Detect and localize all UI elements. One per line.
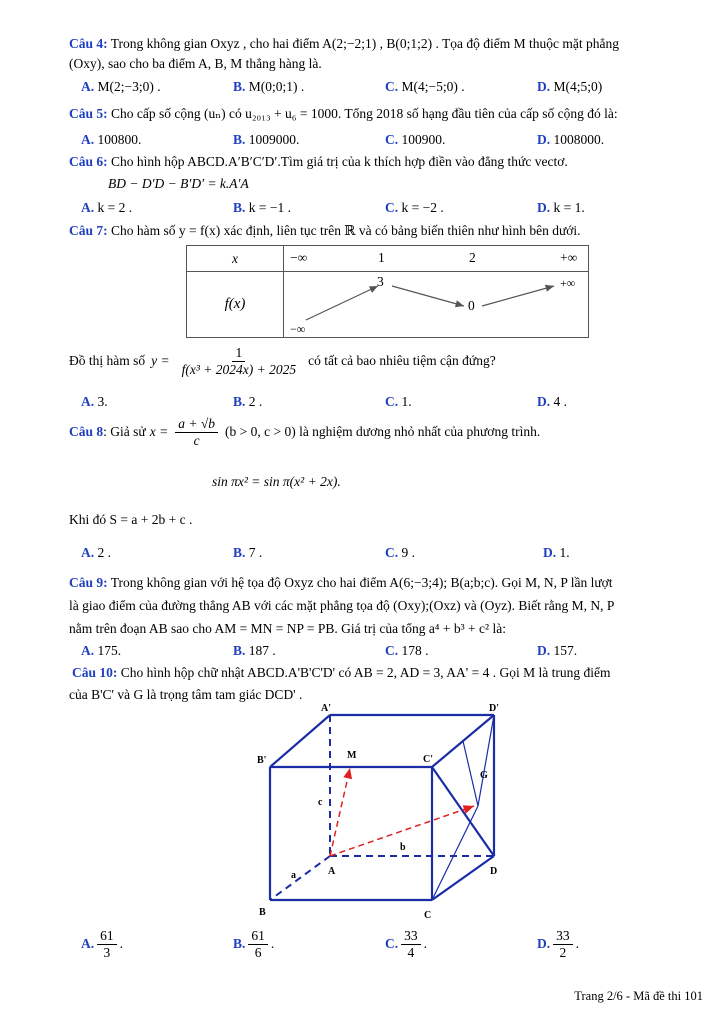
q5-line1: Cho cấp số cộng (uₙ) có u₂₀₁₃ + u₆ = 1000. Tổng 2018 số hạng đầu tiên của cấp số cộng đó là: [111, 106, 618, 121]
arrow-down [392, 286, 464, 306]
option-label: B. [233, 936, 246, 952]
q5-label: Câu 5: [69, 106, 108, 121]
table-fx-header: f(x) [187, 272, 284, 338]
option-text: 1. [559, 545, 570, 560]
q8-suffix: (b > 0, c > 0) là nghiệm dương nhỏ nhất của phương trình. [224, 424, 541, 440]
q5-stem [69, 106, 618, 122]
option-text: 2 . [248, 394, 263, 409]
option-label: B. [233, 132, 246, 147]
option-text: k = 1. [553, 200, 585, 215]
q6-option-d[interactable] [537, 200, 585, 216]
fraction-den: 6 [254, 944, 262, 960]
line-d1g [478, 715, 494, 806]
fraction-num: 61 [248, 928, 268, 945]
q4-line2: (Oxy), sao cho ba điểm A, B, M thẳng hàng là. [69, 56, 322, 71]
vector-ag [330, 806, 474, 856]
q10-label: Câu 10: [72, 665, 118, 680]
q7-fraction [179, 345, 300, 377]
q7-label: Câu 7: [69, 223, 108, 238]
option-label: B. [233, 394, 246, 409]
edge-a1b1 [270, 715, 330, 767]
q7-line1: Cho hàm số y = f(x) xác định, liên tục trên ℝ và có bảng biến thiên như hình bên dưới. [111, 223, 581, 238]
q9-option-b[interactable] [233, 643, 276, 659]
q10-option-c[interactable] [385, 928, 427, 960]
q8-stem [69, 416, 540, 448]
option-fraction [248, 928, 268, 960]
vertex-label-b: B [259, 907, 266, 918]
edge-c1d [432, 767, 494, 856]
option-label: A. [81, 936, 95, 952]
q10-line1: Cho hình hộp chữ nhật ABCD.A'B'C'D' có AB = 2, AD = 3, AA' = 4 . Gọi M là trung điểm [120, 665, 611, 680]
table-x-row [284, 246, 589, 272]
q8-option-d[interactable] [543, 545, 570, 561]
vertex-label-b1: B' [257, 755, 267, 766]
option-label: D. [537, 394, 551, 409]
option-label: C. [385, 936, 399, 952]
option-text: k = −1 . [248, 200, 291, 215]
q8-label: Câu 8 [69, 424, 104, 440]
q4-option-b[interactable] [233, 79, 304, 95]
point-label-m: M [347, 750, 357, 761]
q8-option-a[interactable] [81, 545, 111, 561]
arrow-up-2 [482, 286, 554, 306]
q9-line2: là giao điểm của đường thẳng AB với các mặt phẳng tọa độ (Oxy);(Oxz) và (Oyz). Biết rằng M, N, P [69, 598, 615, 613]
option-fraction [97, 928, 117, 960]
q8-fraction-num: a + √b [175, 416, 218, 433]
q4-option-a[interactable] [81, 79, 161, 95]
table-x-header: x [187, 246, 284, 272]
option-tail: . [575, 936, 579, 952]
option-label: B. [233, 79, 246, 94]
line-cg [432, 806, 478, 900]
option-label: D. [537, 936, 551, 952]
option-text: 175. [97, 643, 122, 658]
fraction-num: 33 [553, 928, 573, 945]
vertex-label-c1: C' [423, 754, 433, 765]
option-text: 1009000. [248, 132, 300, 147]
option-text: 1008000. [553, 132, 605, 147]
q10-option-d[interactable] [537, 928, 579, 960]
f-value-3: 3 [377, 274, 384, 289]
q10-stem [72, 665, 610, 681]
x-neg-inf: −∞ [290, 250, 308, 265]
option-text: k = 2 . [97, 200, 133, 215]
q7-option-d[interactable] [537, 394, 567, 410]
q10-option-b[interactable] [233, 928, 274, 960]
option-label: C. [385, 79, 399, 94]
q8-option-b[interactable] [233, 545, 262, 561]
q5-option-d[interactable] [537, 132, 604, 148]
fraction-den: 2 [559, 944, 567, 960]
fraction-den: 3 [103, 944, 111, 960]
option-label: A. [81, 79, 95, 94]
f-neg-inf: −∞ [290, 322, 306, 336]
q9-option-d[interactable] [537, 643, 577, 659]
option-label: C. [385, 545, 399, 560]
edge-label-b: b [400, 842, 406, 853]
edge-cd [432, 856, 494, 900]
q4-line1: Trong không gian Oxyz , cho hai điểm A(2;−2;1) , B(0;1;2) . Tọa độ điểm M thuộc mặt phẳng [110, 36, 619, 51]
q4-option-c[interactable] [385, 79, 465, 95]
q9-option-a[interactable] [81, 643, 121, 659]
option-label: C. [385, 200, 399, 215]
vector-am [330, 768, 350, 856]
q8-fraction-den: c [193, 432, 200, 448]
vertex-label-c: C [424, 910, 432, 921]
x-pos-inf: +∞ [560, 250, 578, 265]
option-text: 2 . [97, 545, 111, 560]
q7-fraction-num: 1 [232, 345, 245, 362]
option-text: 3. [97, 394, 108, 409]
q10-line2: của B'C' và G là trọng tâm tam giác DCD' . [69, 687, 303, 702]
fraction-num: 33 [401, 928, 421, 945]
q6-stem [69, 154, 568, 170]
q5-option-b[interactable] [233, 132, 299, 148]
fraction-num: 61 [97, 928, 117, 945]
q7-ask-lhs: y = [151, 353, 170, 369]
q8-x-eq: x = [149, 424, 169, 440]
option-label: A. [81, 200, 95, 215]
q6-line1: Cho hình hộp ABCD.A′B′C′D′.Tìm giá trị của k thích hợp điền vào đẳng thức vectơ. [111, 154, 568, 169]
vertex-label-a: A [328, 866, 336, 877]
option-label: D. [537, 132, 551, 147]
option-label: C. [385, 132, 399, 147]
option-tail: . [119, 936, 123, 952]
q9-line1: Trong không gian với hệ tọa độ Oxyz cho hai điểm A(6;−3;4); B(a;b;c). Gọi M, N, P lần lượt [110, 575, 613, 590]
x-value-2: 2 [469, 250, 476, 265]
option-text: M(4;5;0) [553, 79, 603, 94]
q7-ask-prefix: Đồ thị hàm số [69, 353, 146, 369]
option-label: D. [543, 545, 557, 560]
point-label-g: G [480, 770, 488, 781]
q8-prefix: : Giả sử [103, 424, 146, 440]
option-text: 4 . [553, 394, 567, 409]
q5-option-a[interactable] [81, 132, 141, 148]
q9-label: Câu 9: [69, 575, 108, 590]
arrow-up-1 [306, 286, 378, 320]
option-text: 7 . [248, 545, 263, 560]
q7-option-c[interactable] [385, 394, 412, 410]
vertex-label-d: D [490, 866, 498, 877]
q6-option-a[interactable] [81, 200, 132, 216]
fraction-den: 4 [407, 944, 415, 960]
option-label: D. [537, 200, 551, 215]
q7-fraction-den: f(x³ + 2024x) + 2025 [181, 361, 297, 377]
q4-label: Câu 4: [69, 36, 108, 51]
vertex-label-a1: A' [321, 703, 331, 714]
option-fraction [553, 928, 573, 960]
option-label: D. [537, 643, 551, 658]
edge-label-c: c [318, 797, 323, 808]
q7-stem [69, 223, 581, 239]
x-value-1: 1 [378, 250, 385, 265]
q7-option-a[interactable] [81, 394, 108, 410]
q9-line3: nằm trên đoạn AB sao cho AM = MN = NP = PB. Giá trị của tổng a⁴ + b³ + c² là: [69, 621, 506, 636]
q5-option-c[interactable] [385, 132, 445, 148]
option-label: B. [233, 200, 246, 215]
q7-question [69, 345, 496, 377]
vertex-label-d1: D' [489, 703, 499, 714]
median-g [463, 741, 478, 806]
q9-option-c[interactable] [385, 643, 429, 659]
option-label: C. [385, 394, 399, 409]
f-value-0: 0 [468, 298, 475, 313]
option-text: 187 . [248, 643, 276, 658]
q10-option-a[interactable] [81, 928, 123, 960]
q8-then: Khi đó S = a + 2b + c . [69, 512, 193, 527]
q8-equation: sin πx² = sin π(x² + 2x). [212, 474, 341, 489]
table-fx-row [284, 272, 589, 338]
option-label: A. [81, 545, 95, 560]
q7-ask-suffix: có tất cả bao nhiêu tiệm cận đứng? [308, 353, 496, 369]
option-label: A. [81, 132, 95, 147]
option-tail: . [270, 936, 275, 952]
option-text: 100900. [401, 132, 446, 147]
option-text: 178 . [401, 643, 429, 658]
variation-arrows [284, 272, 590, 338]
variation-table [186, 245, 589, 338]
page-footer: Trang 2/6 - Mã đề thi 101 [574, 989, 703, 1003]
q6-option-b[interactable] [233, 200, 291, 216]
q6-option-c[interactable] [385, 200, 444, 216]
q8-fraction [175, 416, 218, 448]
f-pos-inf: +∞ [560, 276, 576, 290]
option-text: M(0;0;1) . [248, 79, 305, 94]
q6-vector-equation: BD − D′D − B′D′ = k.A′A [108, 176, 249, 191]
q7-option-b[interactable] [233, 394, 262, 410]
option-label: D. [537, 79, 551, 94]
q9-stem [69, 575, 613, 591]
q4-stem [69, 36, 619, 52]
q6-label: Câu 6: [69, 154, 108, 169]
option-text: M(4;−5;0) . [401, 79, 465, 94]
option-text: 157. [553, 643, 578, 658]
option-fraction [401, 928, 421, 960]
option-tail: . [423, 936, 427, 952]
edge-ab-hidden [270, 856, 330, 900]
q8-option-c[interactable] [385, 545, 415, 561]
option-label: C. [385, 643, 399, 658]
option-label: B. [233, 643, 246, 658]
edge-label-a: a [291, 870, 296, 881]
option-label: A. [81, 394, 95, 409]
edge-c1d1 [432, 715, 494, 767]
option-text: M(2;−3;0) . [97, 79, 161, 94]
option-text: k = −2 . [401, 200, 444, 215]
option-text: 1. [401, 394, 412, 409]
q4-option-d[interactable] [537, 79, 602, 95]
option-text: 100800. [97, 132, 142, 147]
option-text: 9 . [401, 545, 415, 560]
option-label: A. [81, 643, 95, 658]
option-label: B. [233, 545, 246, 560]
